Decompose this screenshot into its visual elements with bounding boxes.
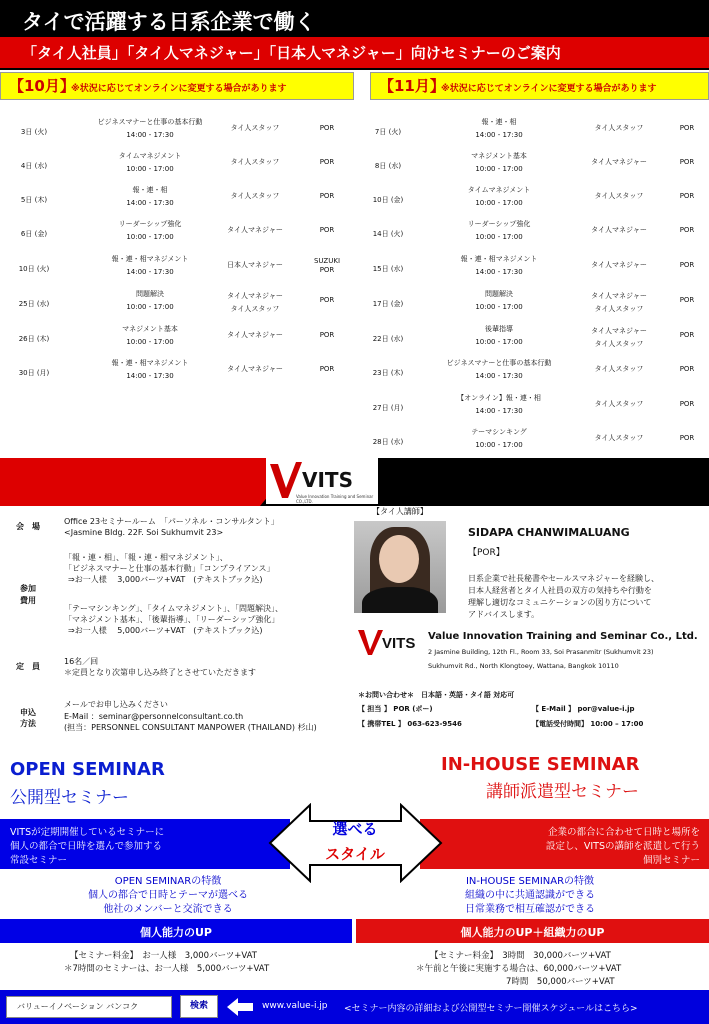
row-target: タイ人マネジャー (227, 365, 283, 373)
row-target: タイ人マネジャー (591, 292, 647, 300)
row-target-block (580, 396, 658, 409)
row-time: 14:00 - 17:30 (475, 407, 523, 415)
schedule-row (354, 424, 709, 458)
row-title-block (424, 357, 574, 383)
row-title-block (70, 218, 230, 244)
row-target-block (215, 361, 295, 374)
open-feature-1: 個人の都合で日時とテーマが選べる (88, 890, 248, 901)
row-target: タイ人スタッフ (594, 434, 644, 442)
row-instructor-block (670, 361, 704, 374)
row-date: 3日 (火) (20, 128, 48, 136)
row-target: タイ人マネジャー (591, 226, 647, 234)
row-instructor-block (670, 327, 704, 340)
row-time: 10:00 - 17:00 (475, 441, 523, 449)
inhouse-desc-1: 企業の都合に合わせて日時と場所を (547, 827, 700, 838)
row-instructor: POR (319, 124, 335, 132)
schedule-row (0, 216, 354, 250)
row-title-block (70, 323, 230, 349)
row-target: タイ人マネジャー (591, 327, 647, 335)
october-note: ※状況に応じてオンラインに変更する場合があります (71, 84, 287, 94)
open-desc-2: 個人の都合で日時を選んで参加する (10, 841, 163, 852)
row-title: タイムマネジメント (118, 152, 182, 160)
row-title: ビジネスマナーと仕事の基本行動 (446, 359, 552, 367)
instructor-label: 【タイ人講師】 (372, 507, 428, 516)
footer-arrow-left-icon (225, 996, 255, 1018)
row-time: 14:00 - 17:30 (475, 268, 523, 276)
apply-label-2: 方法 (20, 719, 36, 728)
fee-a-3: ⇒お一人様 3,000バーツ+VAT (テキストブック込) (68, 575, 263, 584)
open-title-en: OPEN SEMINAR (10, 759, 165, 780)
inhouse-desc-3: 個別セミナー (642, 855, 700, 866)
company-logo-text: VITS (382, 635, 416, 652)
row-target-block (580, 292, 658, 314)
row-target: タイ人マネジャー (227, 331, 283, 339)
schedule-row (0, 251, 354, 285)
schedule-row (354, 286, 709, 320)
fee-label-1: 参加 (20, 584, 36, 593)
venue-line-2: <Jasmine Bldg. 22F. Soi Sukhumvit 23> (64, 528, 224, 537)
open-fee-1: 【セミナー料金】 お一人様 3,000バーツ+VAT (70, 951, 257, 961)
row-time: 14:00 - 17:30 (475, 372, 523, 380)
row-title: ビジネスマナーと仕事の基本行動 (97, 118, 203, 126)
choose-line-1: 選べる (332, 820, 378, 838)
row-title-block (424, 150, 574, 176)
row-target-block (580, 222, 658, 235)
row-instructor: POR (679, 226, 695, 234)
contact-person: 【 担当 】 POR (ポー) (358, 705, 433, 713)
contact-title: ＊お問い合わせ＊ 日本語・英語・タイ語 対応可 (358, 691, 515, 699)
november-note: ※状況に応じてオンラインに変更する場合があります (441, 84, 657, 94)
open-feature-title: OPEN SEMINARの特徴 (114, 876, 222, 887)
row-instructor: POR (319, 158, 335, 166)
fee-a-2: 「ビジネスマナーと仕事の基本行動」「コンプライアンス」 (64, 564, 275, 573)
row-target: タイ人スタッフ (230, 124, 280, 132)
row-title-block (70, 253, 230, 279)
row-time: 10:00 - 17:00 (126, 165, 174, 173)
row-instructor-block (670, 396, 704, 409)
row-target-2: タイ人スタッフ (230, 305, 280, 313)
row-title: マネジメント基本 (122, 325, 178, 333)
instructor-photo (354, 521, 446, 613)
company-logo-icon (356, 628, 420, 656)
header-title: タイで活躍する日系企業で働く (22, 10, 316, 34)
fee-label-2: 費用 (20, 596, 36, 605)
venue-line-1: Office 23セミナールーム 「パーソネル・コンサルタント」 (64, 517, 279, 526)
header (0, 0, 709, 70)
row-instructor-block (305, 257, 349, 275)
row-target-block (580, 327, 658, 349)
open-desc-3: 常設セミナー (10, 855, 68, 866)
row-target-block (580, 257, 658, 270)
apply-3: (担当：PERSONNEL CONSULTANT MANPOWER (THAILAND) 杉山) (64, 723, 317, 732)
schedule-row (354, 390, 709, 424)
instructor-desc-3: 理解し適切なコミュニケーションの図り方について (468, 598, 652, 607)
row-instructor: POR (679, 158, 695, 166)
inhouse-ability-text: 個人能力のUP＋組織力のUP (460, 926, 605, 939)
open-title-ja: 公開型セミナー (10, 788, 129, 808)
row-time: 10:00 - 17:00 (126, 233, 174, 241)
row-instructor-block (670, 430, 704, 443)
row-target: タイ人スタッフ (230, 192, 280, 200)
company-address-2: Sukhumvit Rd., North Klongtoey, Wattana, Bangkok 10110 (428, 662, 619, 670)
row-target-block (215, 188, 295, 201)
row-instructor-block (305, 154, 349, 167)
row-instructor-block (305, 120, 349, 133)
row-title-block (424, 253, 574, 279)
schedule-row (354, 251, 709, 285)
company-name: Value Innovation Training and Seminar Co., Ltd. (428, 631, 698, 642)
row-instructor: POR (319, 226, 335, 234)
schedule-row (0, 148, 354, 182)
row-title-block (424, 184, 574, 210)
schedule-row (0, 355, 354, 389)
november-header (370, 72, 709, 100)
inhouse-fee-2: ＊午前と午後に実施する場合は、60,000バーツ+VAT (416, 964, 622, 974)
row-title-block (70, 184, 230, 210)
row-instructor: POR (319, 365, 335, 373)
schedule-row (354, 355, 709, 389)
row-date: 22日 (水) (372, 335, 404, 343)
row-title-block (424, 116, 574, 142)
row-target: タイ人スタッフ (230, 158, 280, 166)
row-title-block (70, 116, 230, 142)
row-target-block (580, 154, 658, 167)
capacity-2: ＊定員となり次第申し込み終了とさせていただきます (64, 668, 256, 677)
row-instructor: POR (679, 192, 695, 200)
logo-tagline: Value Innovation Training and Seminar CO.,LTD. (296, 494, 374, 504)
row-title: リーダーシップ強化 (118, 220, 182, 228)
row-instructor-block (670, 257, 704, 270)
row-date: 6日 (金) (20, 230, 48, 238)
row-instructor-block (305, 222, 349, 235)
inhouse-fee-1: 【セミナー料金】 3時間 30,000バーツ+VAT (430, 951, 611, 961)
row-instructor: POR (679, 331, 695, 339)
row-time: 10:00 - 17:00 (475, 233, 523, 241)
footer-search-box[interactable]: バリューイノベーション バンコク (6, 996, 172, 1018)
contact-tel[interactable]: 【 携帯TEL 】 063-623-9546 (358, 720, 462, 728)
row-time: 14:00 - 17:30 (126, 372, 174, 380)
row-target-block (580, 361, 658, 374)
row-instructor-2: POR (319, 266, 335, 274)
inhouse-desc-2: 設定し、VITSの講師を派遣して行う (545, 841, 700, 852)
row-target-block (215, 120, 295, 133)
row-date: 26日 (木) (18, 335, 50, 343)
row-title: 報・連・相マネジメント (111, 255, 189, 263)
row-title-block (424, 392, 574, 418)
instructor-desc-2: 日本人経営者とタイ人社員の双方の気持ちや行動を (468, 586, 652, 595)
row-date: 5日 (木) (20, 196, 48, 204)
row-title: 報・連・相マネジメント (460, 255, 538, 263)
row-target: タイ人マネジャー (591, 261, 647, 269)
logo-text: VITS (302, 468, 353, 492)
fee-b-2: 「マネジメント基本」、「後輩指導」、「リーダーシップ強化」 (64, 615, 280, 624)
row-instructor: POR (679, 434, 695, 442)
fee-a-1: 「報・連・相」、「報・連・相マネジメント」、 (64, 553, 228, 562)
row-target-block (580, 120, 658, 133)
row-date: 10日 (金) (372, 196, 404, 204)
choose-line-2: スタイル (325, 845, 385, 863)
row-instructor-block (305, 361, 349, 374)
apply-1: メールでお申し込みください (64, 700, 168, 709)
footer-search-button[interactable]: 検索 (180, 995, 218, 1018)
fee-b-3: ⇒お一人様 5,000バーツ+VAT (テキストブック込) (68, 626, 263, 635)
row-title: 【オンライン】報・連・相 (457, 394, 541, 402)
row-target-block (215, 292, 295, 314)
row-target: タイ人スタッフ (594, 124, 644, 132)
instructor-name: SIDAPA CHANWIMALUANG (468, 526, 630, 539)
row-title-block (424, 288, 574, 314)
row-instructor-block (305, 327, 349, 340)
row-instructor-block (670, 154, 704, 167)
row-date: 23日 (木) (372, 369, 404, 377)
row-date: 15日 (水) (372, 265, 404, 273)
capacity-label: 定 員 (16, 662, 40, 671)
row-target-block (580, 188, 658, 201)
schedule-row (0, 114, 354, 148)
october-month: 【10月】 (9, 77, 75, 95)
row-instructor: POR (679, 365, 695, 373)
header-subtitle: 「タイ人社員」「タイ人マネジャー」「日本人マネジャー」向けセミナーのご案内 (22, 44, 561, 62)
row-time: 10:00 - 17:00 (126, 303, 174, 311)
open-desc-1: VITSが定期開催しているセミナーに (10, 827, 165, 838)
row-date: 4日 (水) (20, 162, 48, 170)
row-title: 後輩指導 (485, 325, 513, 333)
apply-email[interactable]: E-Mail ：seminar@personnelconsultant.co.th (64, 712, 244, 721)
row-target: タイ人スタッフ (594, 400, 644, 408)
row-date: 27日 (月) (372, 404, 404, 412)
row-target-2: タイ人スタッフ (594, 340, 644, 348)
vits-logo (266, 458, 378, 504)
row-target-2: タイ人スタッフ (594, 305, 644, 313)
row-instructor: SUZUKI (313, 257, 341, 265)
row-time: 10:00 - 17:00 (475, 338, 523, 346)
row-target: 日本人マネジャー (227, 261, 283, 269)
capacity-1: 16名／回 (64, 657, 99, 666)
row-instructor: POR (679, 296, 695, 304)
instructor-desc-1: 日系企業で社長秘書やセールスマネジャーを経験し、 (468, 574, 659, 583)
inhouse-feature-title: IN-HOUSE SEMINARの特徴 (465, 876, 595, 887)
row-target-block (215, 154, 295, 167)
schedule-row (354, 182, 709, 216)
open-fee-2: ＊7時間のセミナーは、お一人様 5,000バーツ+VAT (64, 964, 270, 974)
row-title: リーダーシップ強化 (467, 220, 531, 228)
row-target: タイ人スタッフ (594, 192, 644, 200)
row-instructor-block (670, 222, 704, 235)
inhouse-fee-3: 7時間 50,000バーツ+VAT (506, 977, 615, 987)
schedule-row (354, 321, 709, 355)
row-target-block (215, 257, 295, 270)
row-date: 14日 (火) (372, 230, 404, 238)
instructor-desc-4: アドバイスします。 (468, 610, 540, 619)
row-date: 7日 (火) (374, 128, 402, 136)
schedule-row (354, 148, 709, 182)
row-date: 30日 (月) (18, 369, 50, 377)
row-title-block (424, 323, 574, 349)
row-title-block (70, 357, 230, 383)
footer-url[interactable]: www.value-i.jp (262, 1001, 328, 1011)
fee-b-1: 「テーマシンキング」、「タイムマネジメント」、「問題解決」、 (64, 604, 283, 613)
row-target-block (580, 430, 658, 443)
inhouse-title-en: IN-HOUSE SEMINAR (441, 754, 640, 775)
row-title: 問題解決 (136, 290, 164, 298)
row-title-block (424, 218, 574, 244)
company-address-1: 2 Jasmine Building, 12th Fl., Room 33, Soi Prasanmitr (Sukhumvit 23) (428, 648, 654, 656)
row-instructor-block (670, 292, 704, 305)
row-time: 14:00 - 17:30 (475, 131, 523, 139)
footer-note: <セミナー内容の詳細および公開型セミナー開催スケジュールはこちら> (344, 1004, 638, 1014)
row-instructor-block (670, 188, 704, 201)
inhouse-feature-1: 組織の中に共通認識ができる (465, 890, 595, 901)
contact-hours: 【電話受付時間】 10:00 – 17:00 (532, 720, 644, 728)
october-header (0, 72, 354, 100)
row-date: 17日 (金) (372, 300, 404, 308)
row-target: タイ人マネジャー (227, 292, 283, 300)
row-title-block (424, 426, 574, 452)
apply-label-1: 申込 (20, 708, 36, 717)
row-title: 報・連・相 (132, 186, 168, 194)
row-date: 25日 (水) (18, 300, 50, 308)
row-target-block (215, 327, 295, 340)
row-time: 10:00 - 17:00 (475, 165, 523, 173)
row-title: テーマシンキング (471, 428, 527, 436)
row-title: 報・連・相 (481, 118, 517, 126)
row-instructor: POR (679, 124, 695, 132)
schedule-row (0, 286, 354, 320)
row-title-block (70, 150, 230, 176)
inhouse-feature-2: 日常業務で相互確認ができる (465, 904, 595, 915)
row-target: タイ人マネジャー (227, 226, 283, 234)
row-time: 14:00 - 17:30 (126, 131, 174, 139)
row-date: 8日 (水) (374, 162, 402, 170)
row-instructor: POR (679, 261, 695, 269)
row-instructor-block (305, 188, 349, 201)
row-instructor: POR (319, 192, 335, 200)
schedule-row (0, 182, 354, 216)
row-instructor-block (305, 292, 349, 305)
row-title: 問題解決 (485, 290, 513, 298)
instructor-nick: 【POR】 (468, 548, 505, 558)
row-target: タイ人マネジャー (591, 158, 647, 166)
row-target-block (215, 222, 295, 235)
row-title: マネジメント基本 (471, 152, 527, 160)
inhouse-title-ja: 講師派遣型セミナー (486, 782, 639, 802)
schedule-row (0, 321, 354, 355)
row-time: 14:00 - 17:30 (126, 199, 174, 207)
row-title: タイムマネジメント (467, 186, 531, 194)
row-title: 報・連・相マネジメント (111, 359, 189, 367)
venue-label: 会 場 (16, 522, 40, 531)
row-date: 10日 (火) (18, 265, 50, 273)
row-title-block (70, 288, 230, 314)
row-time: 14:00 - 17:30 (126, 268, 174, 276)
contact-email[interactable]: 【 E-Mail 】 por@value-i.jp (532, 705, 635, 713)
row-instructor-block (670, 120, 704, 133)
schedule-row (354, 114, 709, 148)
row-instructor: POR (319, 331, 335, 339)
open-ability-text: 個人能力のUP (140, 926, 212, 939)
row-target: タイ人スタッフ (594, 365, 644, 373)
row-instructor: POR (679, 400, 695, 408)
november-month: 【11月】 (379, 77, 445, 95)
row-time: 10:00 - 17:00 (475, 199, 523, 207)
row-time: 10:00 - 17:00 (126, 338, 174, 346)
schedule-row (354, 216, 709, 250)
row-time: 10:00 - 17:00 (475, 303, 523, 311)
row-instructor: POR (319, 296, 335, 304)
row-date: 28日 (水) (372, 438, 404, 446)
open-feature-2: 他社のメンバーと交流できる (103, 904, 233, 915)
